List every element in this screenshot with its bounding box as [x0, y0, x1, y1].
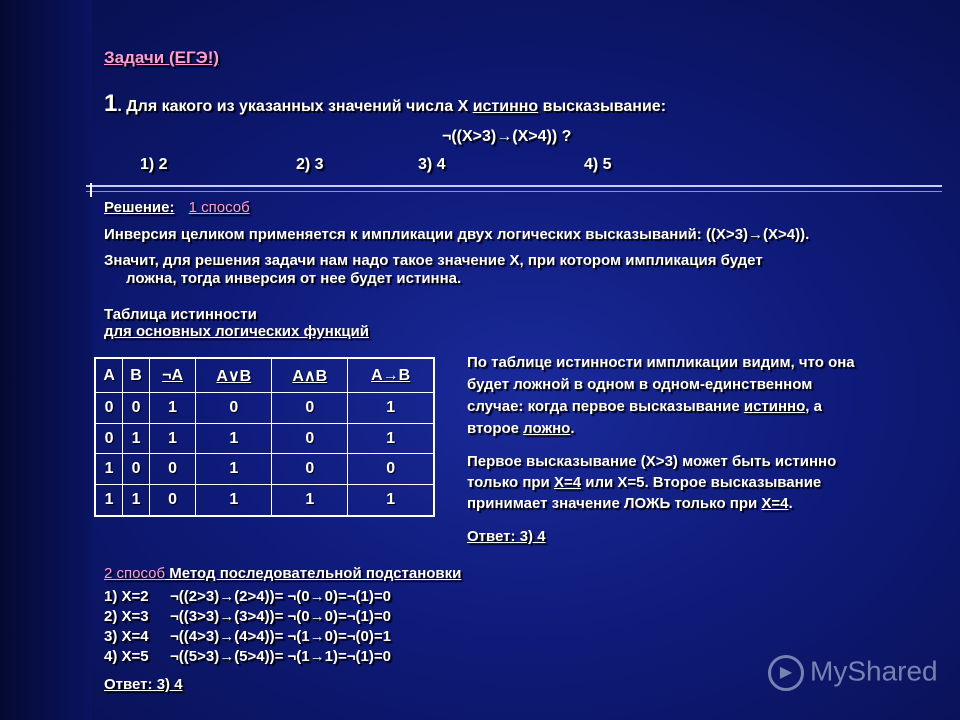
table-cell: 1 [123, 423, 150, 454]
method2-header: 2 способ Метод последовательной подстановки [104, 565, 462, 582]
table-cell: 1 [272, 485, 348, 516]
question-formula: ¬((X>3)→(X>4)) ? [442, 128, 572, 145]
option-1: 1) 2 [140, 156, 168, 173]
option-4: 4) 5 [584, 156, 612, 173]
table-cell: 0 [149, 454, 195, 485]
table-cell: 1 [196, 423, 272, 454]
header-implication: A→B [348, 358, 434, 393]
table-cell: 0 [272, 393, 348, 424]
solution-line1: Инверсия целиком применяется к импликации двух логических высказываний: ((X>3)→(X>4)). [104, 226, 810, 243]
header-b: B [123, 358, 150, 393]
table-cell: 1 [149, 393, 195, 424]
table-cell: 1 [95, 485, 123, 516]
step-row: 1) X=2 ¬((2>3)→(2>4))= ¬(0→0)=¬(1)=0 [104, 588, 391, 605]
myshared-logo-icon: ▶ [768, 655, 804, 691]
truth-table [94, 357, 435, 517]
divider-line [86, 185, 942, 187]
table-row [95, 485, 434, 516]
table-cell: 1 [348, 485, 434, 516]
table-row [95, 454, 434, 485]
table-cell: 0 [348, 454, 434, 485]
answer-1: Ответ: 3) 4 [467, 528, 546, 545]
table-cell: 0 [123, 393, 150, 424]
table-title-line2: для основных логических функций [104, 323, 369, 340]
explanation-line: второе ложно. [467, 420, 575, 437]
step-row: 4) X=5 ¬((5>3)→(5>4))= ¬(1→1)=¬(1)=0 [104, 648, 391, 665]
table-cell: 1 [348, 423, 434, 454]
left-band [0, 0, 92, 720]
option-2: 2) 3 [296, 156, 324, 173]
header-and: A∧B [272, 358, 348, 393]
explanation-line: будет ложной в одном в одном-единственном [467, 376, 813, 393]
table-cell: 0 [95, 393, 123, 424]
table-cell: 0 [149, 485, 195, 516]
explanation-line: По таблице истинности импликации видим, что она [467, 354, 855, 371]
table-cell: 1 [196, 485, 272, 516]
table-cell: 0 [272, 454, 348, 485]
explanation-line: случае: когда первое высказывание истинно, а [467, 398, 822, 415]
question-text: 1. Для какого из указанных значений числа X истинно высказывание: [104, 90, 667, 117]
step-row: 3) X=4 ¬((4>3)→(4>4))= ¬(1→0)=¬(0)=1 [104, 628, 391, 645]
method2-steps [104, 587, 391, 667]
table-cell: 0 [95, 423, 123, 454]
explanation-line: принимает значение ЛОЖЬ только при X=4. [467, 495, 793, 512]
explanation-paragraph-2 [467, 451, 836, 514]
table-cell: 0 [196, 393, 272, 424]
table-cell: 1 [95, 454, 123, 485]
watermark-logo: ▶ MyShared [768, 655, 938, 691]
solution-header: Решение: 1 способ [104, 199, 250, 216]
step-row: 2) X=3 ¬((3>3)→(3>4))= ¬(0→0)=¬(1)=0 [104, 608, 391, 625]
table-cell: 1 [123, 485, 150, 516]
answer-2: Ответ: 3) 4 [104, 676, 183, 693]
divider-tick [90, 183, 92, 197]
table-cell: 1 [149, 423, 195, 454]
solution-line2b: ложна, тогда инверсия от нее будет истинна. [126, 270, 462, 287]
option-3: 3) 4 [418, 156, 446, 173]
table-cell: 0 [123, 454, 150, 485]
table-row [95, 423, 434, 454]
explanation-line: Первое высказывание (X>3) может быть истинно [467, 453, 837, 470]
table-cell: 0 [272, 423, 348, 454]
table-row [95, 393, 434, 424]
table-title-line1: Таблица истинности [104, 306, 257, 323]
table-cell: 1 [196, 454, 272, 485]
explanation-paragraph-1 [467, 352, 855, 440]
table-header-row [95, 358, 434, 393]
solution-line2a: Значит, для решения задачи нам надо такое значение X, при котором импликация будет [104, 252, 763, 269]
question-number: 1 [104, 90, 118, 117]
header-not-a: ¬A [149, 358, 195, 393]
explanation-line: только при X=4 или X=5. Второе высказывание [467, 474, 822, 491]
slide-title: Задачи (ЕГЭ!) [104, 48, 220, 67]
header-or: A∨B [196, 358, 272, 393]
header-a: A [95, 358, 123, 393]
divider-line-thin [86, 191, 942, 192]
table-cell: 1 [348, 393, 434, 424]
